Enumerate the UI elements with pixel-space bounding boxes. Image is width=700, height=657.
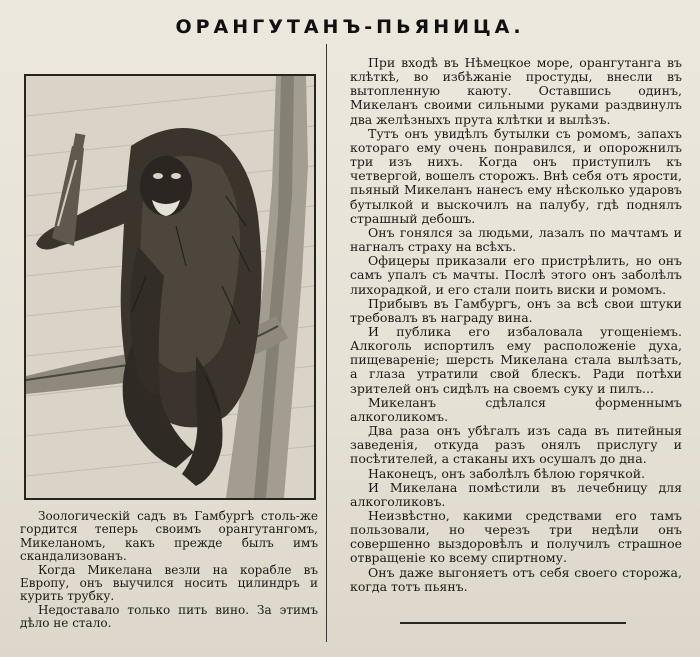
paragraph: Тутъ онъ увидѣлъ бутылки съ ромомъ, запахъ котораго ему очень понравился, и опорожнилъ три изъ нихъ. Когда онъ приступилъ къ четвергой, вошелъ сторожъ. Внѣ себя отъ ярости, пьяный Микеланъ нанесъ ему нѣсколько ударовъ бутылкой и выскочилъ на палубу, гдѣ поднялъ страшный дебошъ. <box>350 125 682 226</box>
paragraph: Микеланъ сдѣлался форменнымъ алкоголикомъ. <box>350 394 682 424</box>
paragraph: Офицеры приказали его пристрѣлить, но онъ самъ упалъ съ мачты. Послѣ этого онъ заболѣлъ лихорадкой, и его стали поить виски и ромомъ. <box>350 253 682 297</box>
paragraph: Неизвѣстно, какими средствами его тамъ пользовали, но черезъ три недѣли онъ совершенно выздоровѣлъ и получилъ страшное отвращеніе ко всему спиртному. <box>350 508 682 566</box>
orangutan-illustration <box>24 74 316 500</box>
article-end-rule <box>400 622 626 624</box>
article-title: ОРАНГУТАНЪ-ПЬЯНИЦА. <box>175 16 525 38</box>
right-column-text <box>350 56 682 594</box>
paragraph: И Микелана помѣстили въ лечебницу для алкоголиковъ. <box>350 479 682 509</box>
paragraph: И публика его избаловала угощеніемъ. Алкоголь испортилъ ему расположеніе духа, пищевареніе; шерсть Микелана стала вылѣзать, а глаза утратили свой блескъ. Ради потѣхи зрителей онъ сидѣлъ на своемъ суку и пилъ... <box>350 323 682 396</box>
paragraph: При входѣ въ Нѣмецкое море, орангутанга въ клѣткѣ, во избѣжаніе простуды, внесли въ вытопленную каюту. Оставшись одинъ, Микеланъ своими сильными руками раздвинулъ два желѣзныхъ прута клѣтки и вылѣзъ. <box>350 55 682 127</box>
paragraph: Прибывъ въ Гамбургъ, онъ за всѣ свои штуки требовалъ въ награду вина. <box>350 295 682 325</box>
orangutan-drawing <box>26 76 314 498</box>
column-divider <box>326 44 327 642</box>
paragraph: Онъ даже выгоняетъ отъ себя своего сторожа, когда тотъ пьянъ. <box>350 564 682 594</box>
paragraph: Недоставало только пить вино. За этимъ дѣло не стало. <box>20 602 318 631</box>
paragraph: Онъ гонялся за людьми, лазалъ по мачтамъ и нагналъ страху на всѣхъ. <box>350 224 682 255</box>
paragraph: Когда Микелана везли на корабле въ Европу, онъ выучился носить цилиндръ и курить трубку. <box>20 562 318 604</box>
paragraph: Зоологическій садъ въ Гамбургѣ столь-же гордится теперь своимъ орангутангомъ, Микеланомъ, какъ прежде былъ имъ скандализованъ. <box>20 509 318 564</box>
left-column-text <box>20 510 318 631</box>
paragraph: Наконецъ, онъ заболѣлъ бѣлою горячкой. <box>368 465 646 481</box>
paragraph: Два раза онъ убѣгалъ изъ сада въ питейныя заведенія, откуда разъ онялъ прислугу и посѣтителей, а стаканы ихъ осушалъ до дна. <box>350 423 682 467</box>
